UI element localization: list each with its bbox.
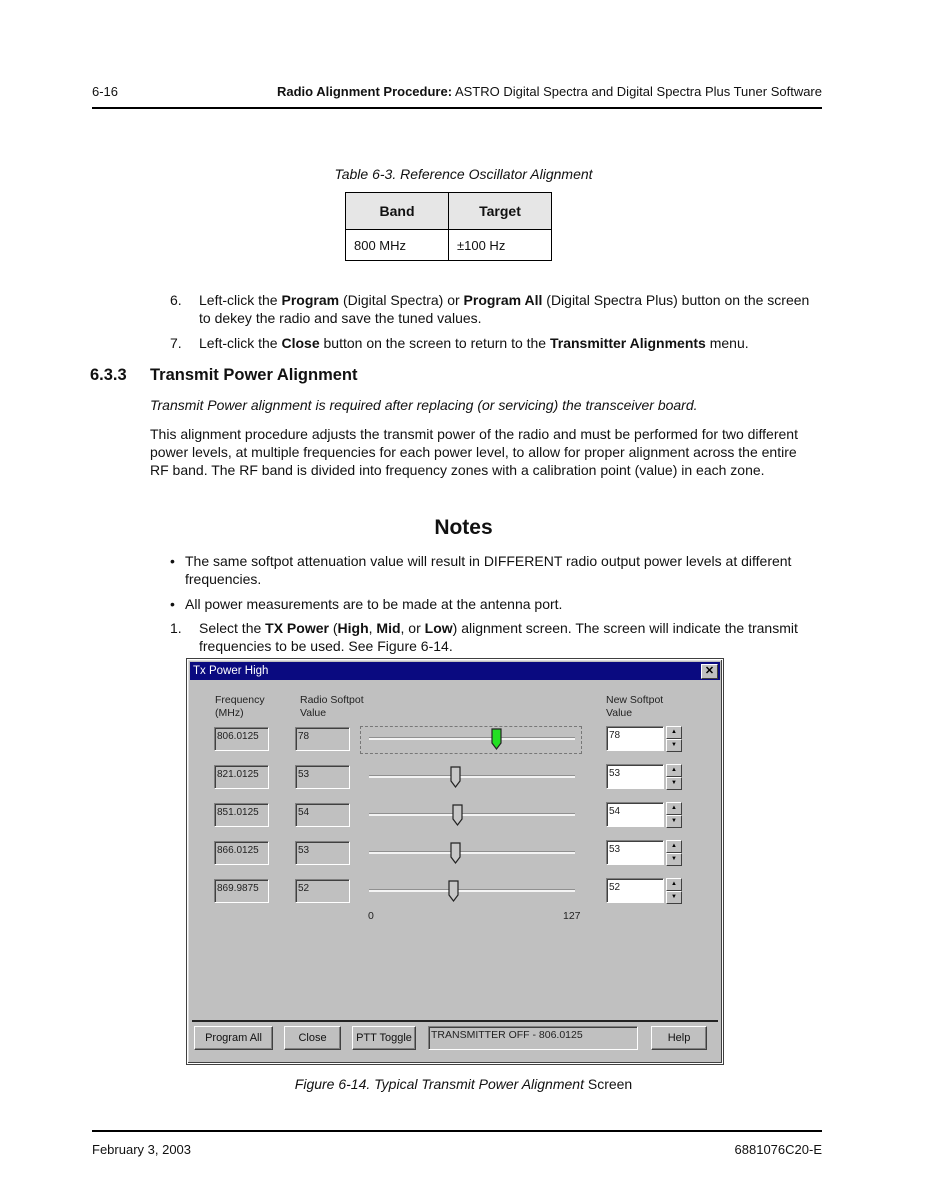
section-number: 6.3.3 bbox=[90, 366, 127, 384]
new-softpot-input[interactable]: 54 bbox=[606, 802, 664, 827]
spin-down-icon[interactable]: ▼ bbox=[666, 853, 682, 866]
spin-up-icon[interactable]: ▲ bbox=[666, 802, 682, 815]
frequency-field: 806.0125 bbox=[214, 727, 269, 751]
new-softpot-input[interactable]: 52 bbox=[606, 878, 664, 903]
radio-softpot-field: 54 bbox=[295, 803, 350, 827]
slider-min-label: 0 bbox=[368, 910, 374, 922]
step-number: 6. bbox=[170, 292, 182, 308]
spin-up-icon[interactable]: ▲ bbox=[666, 764, 682, 777]
new-softpot-spinner[interactable] bbox=[666, 764, 682, 788]
footer-doc-number: 6881076C20-E bbox=[734, 1142, 822, 1157]
reference-oscillator-table bbox=[345, 192, 552, 261]
new-softpot-spinner[interactable] bbox=[666, 802, 682, 826]
new-softpot-input[interactable]: 53 bbox=[606, 764, 664, 789]
footer-rule bbox=[92, 1130, 822, 1132]
new-softpot-spinner[interactable] bbox=[666, 726, 682, 750]
step-number: 7. bbox=[170, 335, 182, 351]
section-body: This alignment procedure adjusts the transmit power of the radio and must be performed for two different power levels, at multiple frequencies for each power level, to allow for proper alignment across the entire RF band. The RF band is divided into frequency zones with a calibration point (value) in each zone. bbox=[150, 426, 798, 478]
notes-heading: Notes bbox=[434, 516, 493, 539]
new-softpot-spinner[interactable] bbox=[666, 878, 682, 902]
radio-softpot-field: 78 bbox=[295, 727, 350, 751]
dialog-title: Tx Power High bbox=[193, 665, 269, 677]
figure-caption: Figure 6-14. Typical Transmit Power Alignment Screen bbox=[294, 1076, 633, 1092]
running-header bbox=[277, 84, 822, 99]
spin-down-icon[interactable]: ▼ bbox=[666, 891, 682, 904]
softpot-slider-track[interactable] bbox=[369, 737, 575, 740]
dialog-titlebar[interactable] bbox=[190, 662, 720, 680]
header-title-rest: ASTRO Digital Spectra and Digital Spectra Plus Tuner Software bbox=[452, 84, 822, 99]
ptt-toggle-button[interactable]: PTT Toggle bbox=[352, 1026, 416, 1050]
spin-down-icon[interactable]: ▼ bbox=[666, 777, 682, 790]
step-6 bbox=[170, 291, 820, 327]
softpot-slider-track[interactable] bbox=[369, 889, 575, 892]
header-title-bold: Radio Alignment Procedure: bbox=[277, 84, 453, 99]
note-bullet: • All power measurements are to be made at the antenna port. bbox=[170, 596, 563, 612]
softpot-slider-thumb[interactable] bbox=[450, 766, 461, 788]
bullet-icon: • bbox=[170, 553, 175, 569]
softpot-slider-track[interactable] bbox=[369, 813, 575, 816]
radio-softpot-field: 53 bbox=[295, 841, 350, 865]
section-heading bbox=[90, 366, 358, 385]
radio-softpot-field: 53 bbox=[295, 765, 350, 789]
softpot-slider-track[interactable] bbox=[369, 851, 575, 854]
frequency-field: 869.9875 bbox=[214, 879, 269, 903]
softpot-slider-thumb[interactable] bbox=[448, 880, 459, 902]
frequency-field: 821.0125 bbox=[214, 765, 269, 789]
step-7 bbox=[170, 334, 820, 352]
spin-up-icon[interactable]: ▲ bbox=[666, 840, 682, 853]
table-header-target: Target bbox=[449, 193, 552, 230]
page-number: 6-16 bbox=[92, 84, 119, 99]
bullet-icon: • bbox=[170, 596, 175, 612]
softpot-slider-thumb[interactable] bbox=[450, 842, 461, 864]
step-text: Select the TX Power (High, Mid, or Low) alignment screen. The screen will indicate the transmit frequencies to be used. See Figure 6-14. bbox=[199, 620, 798, 654]
softpot-slider-track[interactable] bbox=[369, 775, 575, 778]
new-softpot-input[interactable]: 53 bbox=[606, 840, 664, 865]
close-icon[interactable]: ✕ bbox=[701, 664, 718, 679]
table-header-band: Band bbox=[346, 193, 449, 230]
step-text: Left-click the Program (Digital Spectra) or Program All (Digital Spectra Plus) button on the screen to dekey the radio and save the tuned values. bbox=[199, 292, 810, 326]
slider-focus-outline bbox=[360, 726, 582, 754]
step-number: 1. bbox=[170, 620, 182, 636]
help-button[interactable]: Help bbox=[651, 1026, 707, 1050]
new-softpot-input[interactable]: 78 bbox=[606, 726, 664, 751]
frequency-field: 851.0125 bbox=[214, 803, 269, 827]
dialog-separator bbox=[192, 1020, 718, 1022]
section-italic-note: Transmit Power alignment is required after replacing (or servicing) the transceiver board. bbox=[150, 397, 698, 413]
spin-down-icon[interactable]: ▼ bbox=[666, 739, 682, 752]
spin-down-icon[interactable]: ▼ bbox=[666, 815, 682, 828]
table-cell-band: 800 MHz bbox=[346, 230, 449, 261]
note-bullet: • The same softpot attenuation value will result in DIFFERENT radio output power levels at different frequencies. bbox=[170, 553, 792, 587]
program-all-button[interactable]: Program All bbox=[194, 1026, 273, 1050]
table-header-row bbox=[346, 193, 552, 230]
step-text: Left-click the Close button on the screen to return to the Transmitter Alignments menu. bbox=[199, 335, 749, 351]
spin-up-icon[interactable]: ▲ bbox=[666, 726, 682, 739]
section-title: Transmit Power Alignment bbox=[150, 366, 358, 384]
close-button[interactable]: Close bbox=[284, 1026, 341, 1050]
table-row bbox=[346, 230, 552, 261]
frequency-field: 866.0125 bbox=[214, 841, 269, 865]
step-1 bbox=[170, 619, 820, 655]
table-cell-target: ±100 Hz bbox=[449, 230, 552, 261]
frequency-column-label: Frequency (MHz) bbox=[215, 694, 265, 719]
tx-power-dialog bbox=[187, 659, 723, 1064]
header-rule bbox=[92, 107, 822, 109]
new-softpot-column-label: New Softpot Value bbox=[606, 694, 664, 719]
slider-max-label: 127 bbox=[563, 910, 581, 922]
softpot-slider-thumb[interactable] bbox=[491, 728, 502, 750]
table-caption: Table 6-3. Reference Oscillator Alignment bbox=[334, 166, 593, 182]
radio-softpot-field: 52 bbox=[295, 879, 350, 903]
footer-date: February 3, 2003 bbox=[92, 1142, 192, 1157]
softpot-slider-thumb[interactable] bbox=[452, 804, 463, 826]
radio-softpot-column-label: Radio Softpot Value bbox=[300, 694, 364, 719]
status-field: TRANSMITTER OFF - 806.0125 bbox=[428, 1026, 638, 1050]
new-softpot-spinner[interactable] bbox=[666, 840, 682, 864]
spin-up-icon[interactable]: ▲ bbox=[666, 878, 682, 891]
